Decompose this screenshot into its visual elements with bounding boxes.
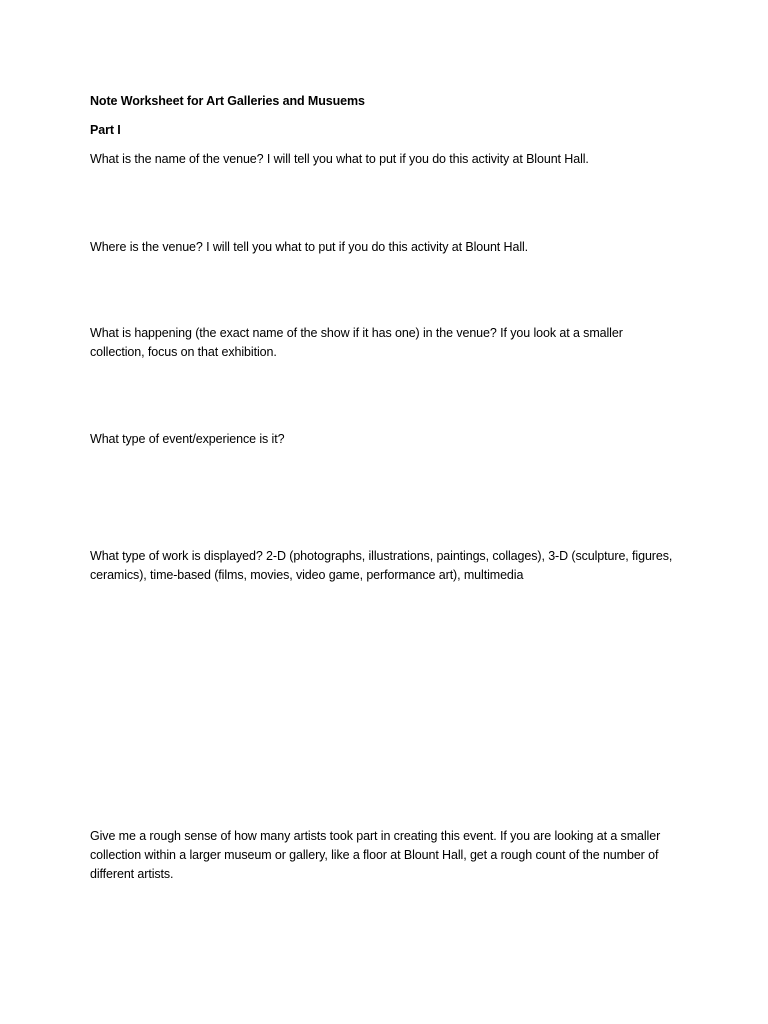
- question-show-name: What is happening (the exact name of the show if it has one) in the venue? If you look at a smaller collection, focus on that exhibition.: [90, 326, 623, 359]
- question-work-type: What type of work is displayed? 2-D (photographs, illustrations, paintings, collages), 3-D (sculpture, figures, ceramics), time-based (films, movies, video game, performance art), multimedia: [90, 549, 673, 582]
- document-title: Note Worksheet for Art Galleries and Musuems: [90, 94, 365, 108]
- question-event-type: What type of event/experience is it?: [90, 432, 285, 446]
- part-heading: Part I: [90, 123, 121, 137]
- question-venue-location: Where is the venue? I will tell you what to put if you do this activity at Blount Hall.: [90, 240, 529, 254]
- question-venue-name: What is the name of the venue? I will tell you what to put if you do this activity at Blount Hall.: [90, 152, 589, 166]
- question-artist-count: Give me a rough sense of how many artists took part in creating this event. If you are looking at a smaller collection within a larger museum or gallery, like a floor at Blount Hall, get a rough count of the number of different artists.: [90, 829, 661, 881]
